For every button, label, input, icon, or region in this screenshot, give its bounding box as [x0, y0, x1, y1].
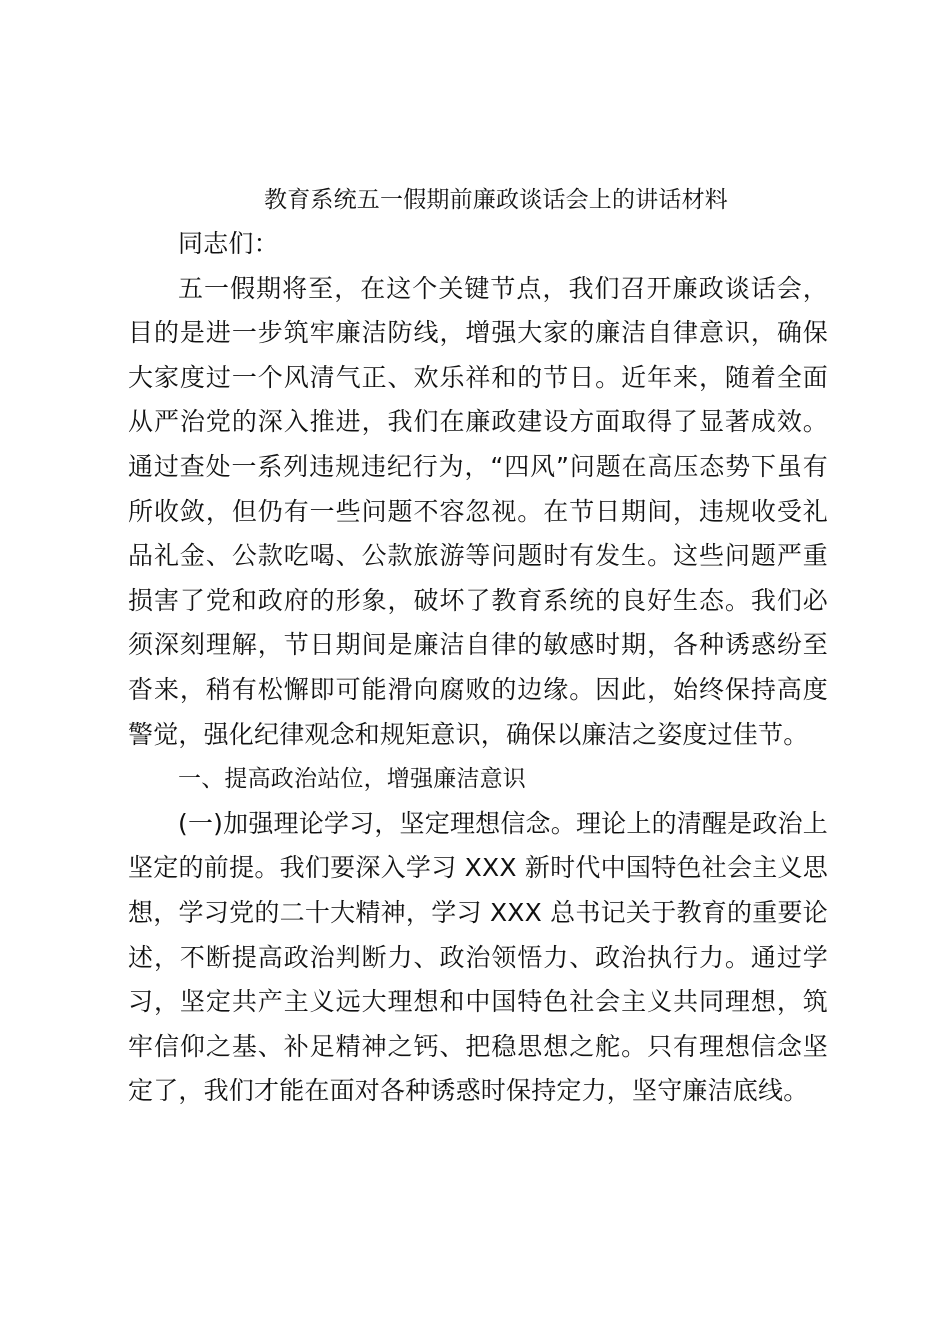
intro-paragraph: 五一假期将至，在这个关键节点，我们召开廉政谈话会，目的是进一步筑牢廉洁防线，增强大家的廉洁自律意识，确保大家度过一个风清气正、欢乐祥和的节日。近年来，随着全面从严治党的深入推进，我们在廉政建设方面取得了显著成效。通过查处一系列违规违纪行为，“四风”问题在高压态势下虽有所收敛，但仍有一些问题不容忽视。在节日期间，违规收受礼品礼金、公款吃喝、公款旅游等问题时有发生。这些问题严重损害了党和政府的形象，破坏了教育系统的良好生态。我们必须深刻理解，节日期间是廉洁自律的敏感时期，各种诱惑纷至沓来，稍有松懈即可能滑向腐败的边缘。因此，始终保持高度警觉，强化纪律观念和规矩意识，确保以廉洁之姿度过佳节。	[128, 273, 828, 749]
document-title: 教育系统五一假期前廉政谈话会上的讲话材料	[264, 187, 728, 213]
section-heading: 一、提高政治站位，增强廉洁意识	[178, 766, 526, 793]
salutation: 同志们：	[178, 229, 279, 258]
document-body	[128, 178, 828, 1114]
section-paragraph: (一)加强理论学习，坚定理想信念。理论上的清醒是政治上坚定的前提。我们要深入学习 XXX 新时代中国特色社会主义思想，学习党的二十大精神，学习 XXX 总书记关于教育的重要论述，不断提高政治判断力、政治领悟力、政治执行力。通过学习，坚定共产主义远大理想和中国特色社会主义共同理想，筑牢信仰之基、补足精神之钙、把稳思想之舵。只有理想信念坚定了，我们才能在面对各种诱惑时保持定力，坚守廉洁底线。	[128, 808, 828, 1106]
